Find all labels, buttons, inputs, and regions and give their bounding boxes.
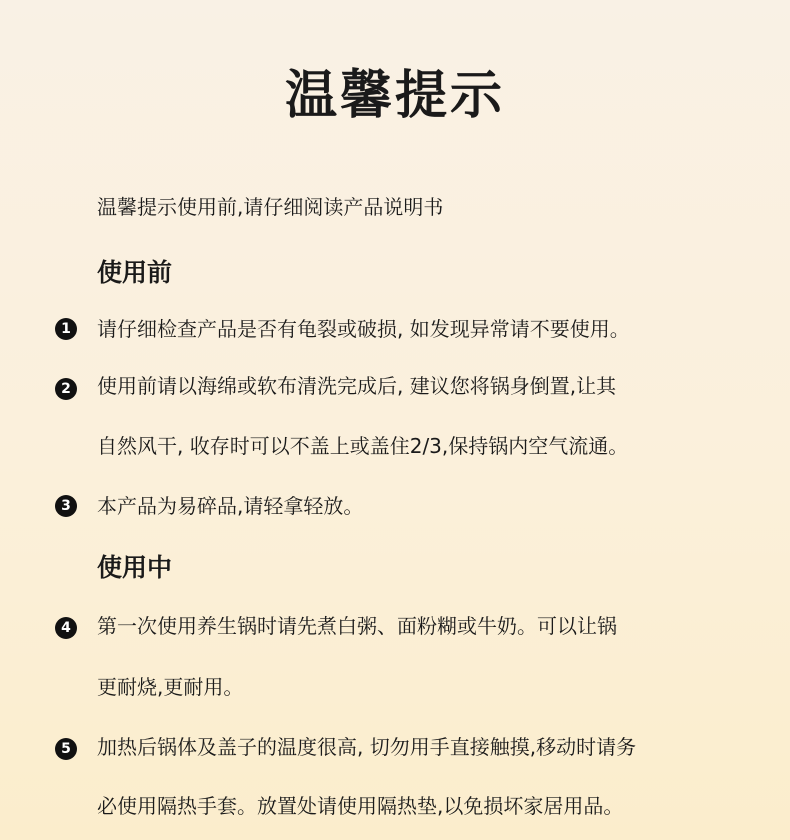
page-title: 温馨提示 [284, 66, 505, 126]
section-heading-before-use: 使用前 [97, 258, 173, 287]
item-number-1: 1 [55, 318, 77, 340]
section-heading-during-use: 使用中 [97, 553, 173, 582]
item-number-4: 4 [55, 617, 77, 639]
item-2-line-2: 自然风干, 收存时可以不盖上或盖住2/3,保持锅内空气流通。 [97, 434, 629, 458]
item-3-line-1: 本产品为易碎品,请轻拿轻放。 [97, 494, 364, 518]
item-number-5: 5 [55, 738, 77, 760]
item-number-3: 3 [55, 495, 77, 517]
item-4-line-2: 更耐烧,更耐用。 [97, 675, 244, 699]
item-2-line-1: 使用前请以海绵或软布清洗完成后, 建议您将锅身倒置,让其 [97, 374, 617, 398]
item-5-line-1: 加热后锅体及盖子的温度很高, 切勿用手直接触摸,移动时请务 [97, 735, 637, 759]
item-4-line-1: 第一次使用养生锅时请先煮白粥、面粉糊或牛奶。可以让锅 [97, 614, 617, 638]
item-1-line-1: 请仔细检查产品是否有龟裂或破损, 如发现异常请不要使用。 [97, 317, 630, 341]
intro-text: 温馨提示使用前,请仔细阅读产品说明书 [97, 195, 444, 219]
item-number-2: 2 [55, 378, 77, 400]
item-5-line-2: 必使用隔热手套。放置处请使用隔热垫,以免损坏家居用品。 [97, 794, 624, 818]
